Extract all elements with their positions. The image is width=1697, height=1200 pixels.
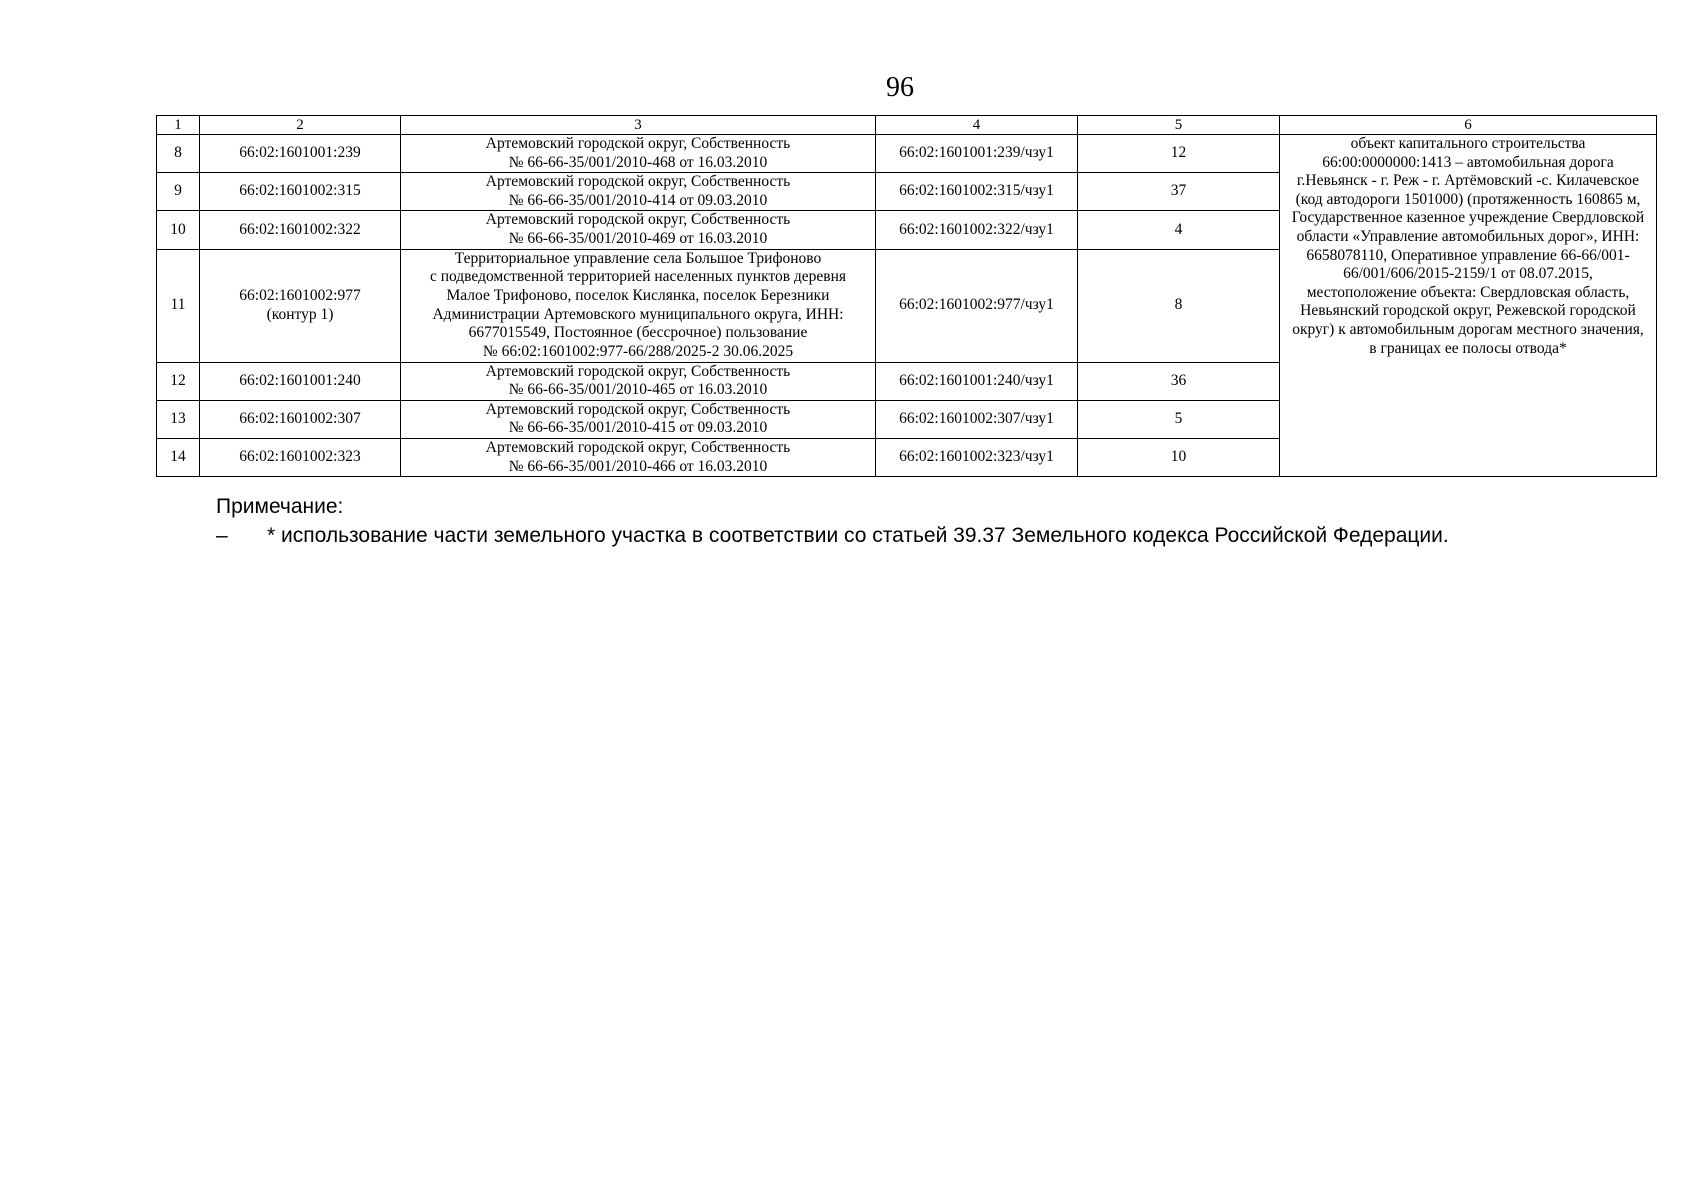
owner-line: Территориальное управление села Большое Трифоново xyxy=(454,249,822,267)
owner-info xyxy=(401,438,876,476)
description-line: в границах ее полосы отвода* xyxy=(1369,339,1567,357)
description-line: округ) к автомобильным дорогам местного значения, xyxy=(1292,320,1644,338)
note-text: * использование части земельного участка в соответствии со статьей 39.37 Земельного кодекса Российской Федерации. xyxy=(267,524,1449,547)
owner-info xyxy=(401,173,876,211)
table-row xyxy=(157,135,1657,173)
cadastral-number-line: 66:02:1601002:315 xyxy=(239,182,361,200)
row-number: 12 xyxy=(157,362,200,400)
description-line: (код автодороги 1501000) (протяженность 160865 м, xyxy=(1295,190,1641,208)
column-header: 6 xyxy=(1280,116,1657,135)
parcel-part-number: 66:02:1601002:977/чзу1 xyxy=(876,249,1078,362)
owner-line: № 66-66-35/001/2010-468 от 16.03.2010 xyxy=(508,153,768,171)
description-line: области «Управление автомобильных дорог», ИНН: xyxy=(1296,227,1640,245)
description-line: Невьянский городской округ, Режевской городской xyxy=(1300,302,1636,320)
cadastral-number-line: 66:02:1601002:322 xyxy=(239,220,361,238)
owner-line: № 66:02:1601002:977-66/288/2025-2 30.06.2025 xyxy=(482,342,794,360)
owner-line: Артемовский городской округ, Собственность xyxy=(485,135,791,152)
parcel-part-number: 66:02:1601002:322/чзу1 xyxy=(876,211,1078,249)
column-header: 2 xyxy=(200,116,401,135)
row-number: 13 xyxy=(157,400,200,438)
column-header: 4 xyxy=(876,116,1078,135)
owner-line: Артемовский городской округ, Собственность xyxy=(485,400,791,418)
land-parcels-table xyxy=(156,115,1657,477)
cadastral-number-line: 66:02:1601001:239 xyxy=(239,144,361,162)
row-number: 10 xyxy=(157,211,200,249)
parcel-area: 4 xyxy=(1078,211,1280,249)
cadastral-number-line: 66:02:1601002:323 xyxy=(239,448,361,466)
cadastral-number xyxy=(200,211,401,249)
owner-info xyxy=(401,362,876,400)
note-title: Примечание: xyxy=(216,495,344,518)
parcel-area: 8 xyxy=(1078,249,1280,362)
owner-line: № 66-66-35/001/2010-465 от 16.03.2010 xyxy=(508,381,768,399)
description-line: 66/001/606/2015-2159/1 от 08.07.2015, xyxy=(1343,265,1593,283)
owner-line: № 66-66-35/001/2010-414 от 09.03.2010 xyxy=(508,191,768,209)
column-header: 3 xyxy=(401,116,876,135)
row-number: 11 xyxy=(157,249,200,362)
parcel-part-number: 66:02:1601001:239/чзу1 xyxy=(876,135,1078,173)
parcel-part-number: 66:02:1601002:307/чзу1 xyxy=(876,400,1078,438)
description-line: местоположение объекта: Свердловская область, xyxy=(1306,283,1630,301)
page-number-text: 96 xyxy=(886,72,914,103)
owner-line: № 66-66-35/001/2010-415 от 09.03.2010 xyxy=(508,419,768,437)
owner-line: Артемовский городской округ, Собственность xyxy=(485,173,791,191)
parcel-area: 10 xyxy=(1078,438,1280,476)
cadastral-number xyxy=(200,135,401,173)
parcel-part-number: 66:02:1601002:315/чзу1 xyxy=(876,173,1078,211)
column-header: 1 xyxy=(157,116,200,135)
parcel-part-number: 66:02:1601002:323/чзу1 xyxy=(876,438,1078,476)
column-header: 5 xyxy=(1078,116,1280,135)
owner-line: № 66-66-35/001/2010-469 от 16.03.2010 xyxy=(508,229,768,247)
owner-info xyxy=(401,249,876,362)
owner-info xyxy=(401,400,876,438)
cadastral-number xyxy=(200,400,401,438)
owner-line: 6677015549, Постоянное (бессрочное) пользование xyxy=(468,324,808,342)
cadastral-number xyxy=(200,362,401,400)
parcel-area: 37 xyxy=(1078,173,1280,211)
owner-line: Малое Трифоново, поселок Кислянка, поселок Березники xyxy=(446,286,830,304)
page-number xyxy=(0,72,1697,104)
cadastral-number-line: 66:02:1601001:240 xyxy=(239,371,361,389)
note-dash: – xyxy=(216,524,228,547)
table-header-row xyxy=(157,116,1657,135)
cadastral-number-line: (контур 1) xyxy=(266,305,334,323)
description-line: 66:00:0000000:1413 – автомобильная дорога xyxy=(1322,153,1614,171)
owner-info xyxy=(401,135,876,173)
owner-line: Артемовский городской округ, Собственность xyxy=(485,362,791,380)
parcel-part-number: 66:02:1601001:240/чзу1 xyxy=(876,362,1078,400)
cadastral-number-line: 66:02:1601002:307 xyxy=(239,410,361,428)
owner-line: № 66-66-35/001/2010-466 от 16.03.2010 xyxy=(508,457,768,475)
description-line: 6658078110, Оперативное управление 66-66/001- xyxy=(1306,246,1630,264)
cadastral-number xyxy=(200,249,401,362)
owner-info xyxy=(401,211,876,249)
description-line: Государственное казенное учреждение Свердловской xyxy=(1291,209,1645,227)
owner-line: Артемовский городской округ, Собственность xyxy=(485,438,791,456)
description-line: объект капитального строительства xyxy=(1350,135,1586,152)
parcel-area: 12 xyxy=(1078,135,1280,173)
row-number: 8 xyxy=(157,135,200,173)
row-number: 14 xyxy=(157,438,200,476)
parcel-area: 5 xyxy=(1078,400,1280,438)
parcel-area: 36 xyxy=(1078,362,1280,400)
shared-description xyxy=(1280,135,1657,477)
note-item xyxy=(216,521,1449,550)
description-line: г.Невьянск - г. Реж - г. Артёмовский -с. Килачевское xyxy=(1296,172,1640,190)
owner-line: Администрации Артемовского муниципального округа, ИНН: xyxy=(432,305,844,323)
owner-line: с подведомственной территорией населенных пунктов деревня xyxy=(429,268,847,286)
cadastral-number xyxy=(200,173,401,211)
owner-line: Артемовский городской округ, Собственность xyxy=(485,211,791,229)
row-number: 9 xyxy=(157,173,200,211)
cadastral-number xyxy=(200,438,401,476)
cadastral-number-line: 66:02:1601002:977 xyxy=(239,286,361,304)
